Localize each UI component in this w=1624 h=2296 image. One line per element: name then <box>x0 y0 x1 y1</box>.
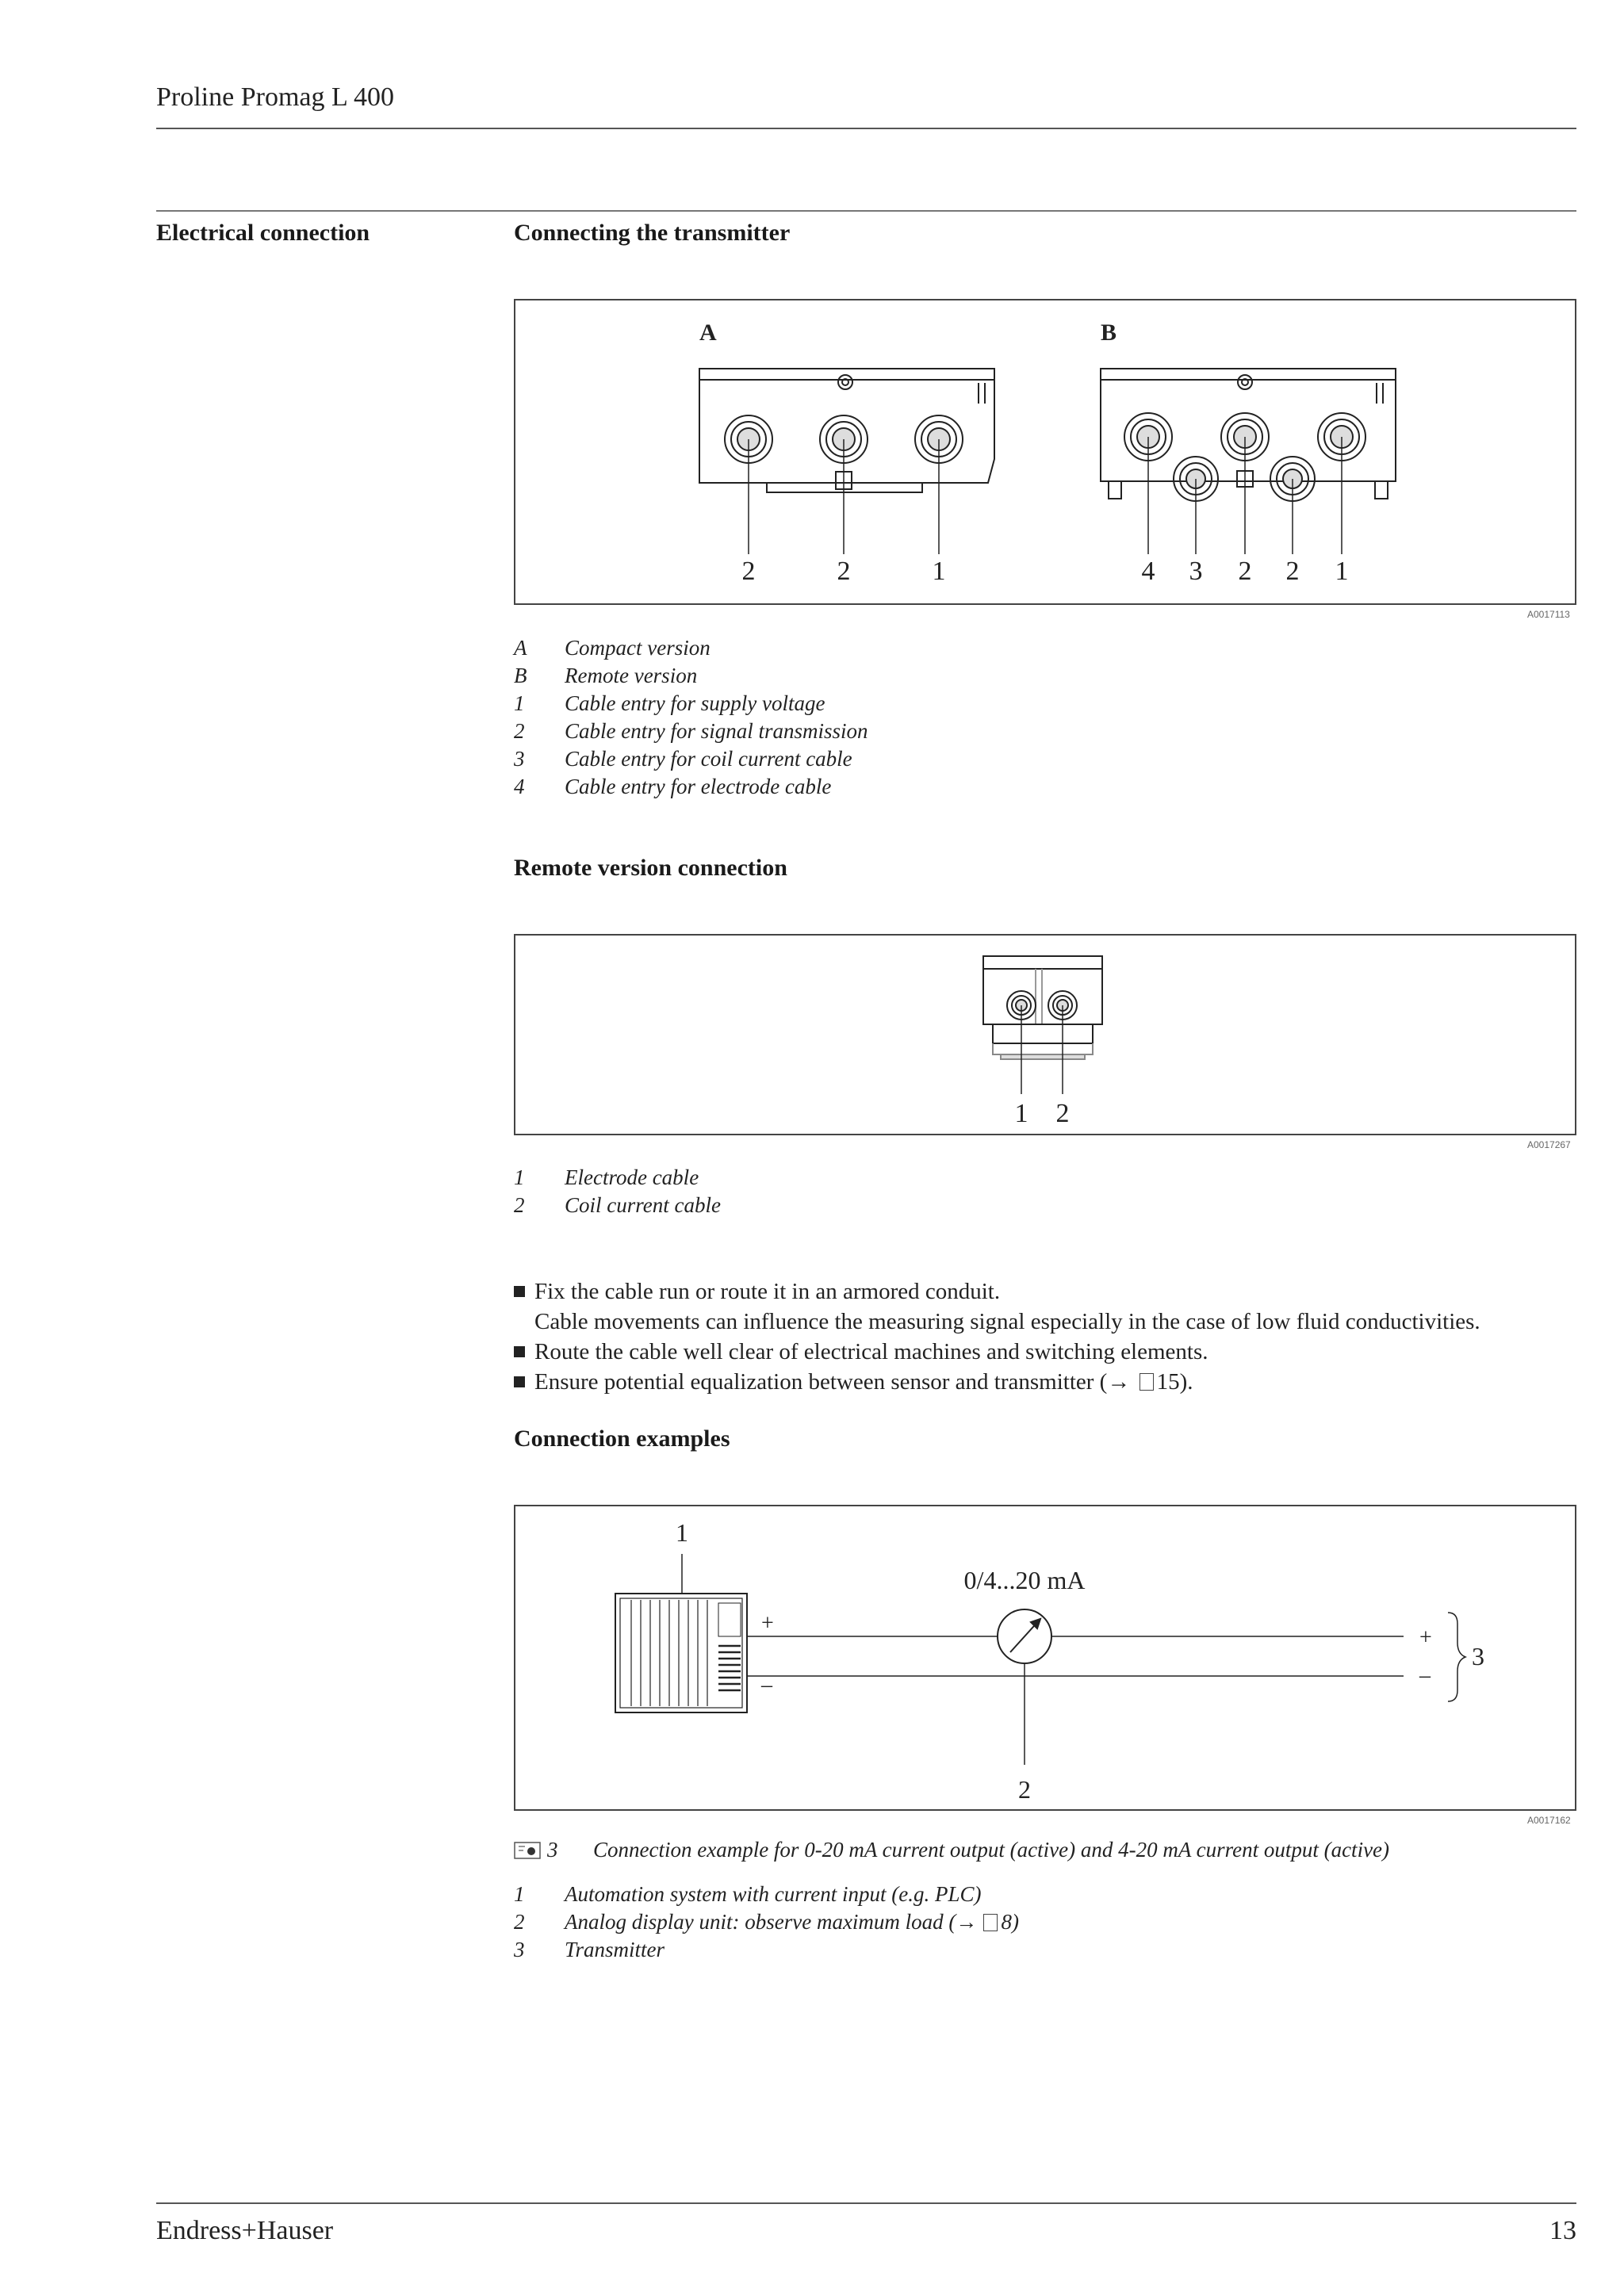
section-rule <box>156 210 1576 212</box>
section-heading-remote: Remote version connection <box>514 855 787 881</box>
legend-key: 4 <box>514 775 525 798</box>
legend-row <box>514 773 868 801</box>
bullet-item <box>514 1337 1480 1367</box>
arrow-icon: → <box>1107 1369 1131 1395</box>
legend-text: Cable entry for coil current cable <box>565 747 852 771</box>
legend-row <box>514 634 868 662</box>
housing-compact <box>699 369 994 554</box>
figure-code-2: A0017267 <box>1527 1139 1571 1150</box>
figure-transmitter-housings <box>514 299 1576 605</box>
side-heading: Electrical connection <box>156 220 370 246</box>
legend-section2 <box>514 1164 721 1219</box>
legend-text: Cable entry for supply voltage <box>565 691 825 715</box>
legend-text: Electrode cable <box>565 1165 699 1189</box>
bullet-text <box>534 1367 1193 1397</box>
figure-connection-example <box>514 1505 1576 1811</box>
legend-row <box>514 1908 1019 1936</box>
legend-key: 3 <box>514 747 525 771</box>
page-ref-number[interactable]: 15 <box>1156 1369 1180 1395</box>
callout-b-4: 2 <box>1285 557 1300 586</box>
callout-a-2: 2 <box>837 557 851 586</box>
bullet-text: Fix the cable run or route it in an armored conduit. <box>534 1279 1001 1304</box>
legend-key: 2 <box>514 719 525 743</box>
legend-row <box>514 1936 1019 1964</box>
bullet-text: Route the cable well clear of electrical machines and switching elements. <box>534 1339 1208 1364</box>
legend-key: 3 <box>514 1938 525 1961</box>
page-ref-number[interactable]: 8 <box>1001 1910 1012 1934</box>
legend-key: 1 <box>514 691 525 715</box>
housing-remote <box>1101 369 1396 554</box>
legend-text: Cable entry for electrode cable <box>565 775 832 798</box>
legend-key: B <box>514 664 527 687</box>
figure-number: 3 <box>547 1838 558 1862</box>
header-title: Proline Promag L 400 <box>156 82 394 112</box>
page-number: 13 <box>1549 2216 1576 2245</box>
legend-text-end: ) <box>1011 1910 1019 1934</box>
figure-caption <box>514 1838 1389 1862</box>
callout-coil: 2 <box>1055 1099 1070 1128</box>
callout-b-5: 1 <box>1335 557 1349 586</box>
bullet-square <box>514 1376 525 1387</box>
legend-key: 2 <box>514 1193 525 1217</box>
callout-electrode: 1 <box>1014 1099 1028 1128</box>
remote-connection-drawing <box>515 936 1575 1134</box>
current-range-label: 0/4...20 mA <box>963 1566 1086 1594</box>
legend-key: A <box>514 636 527 660</box>
footer-rule <box>156 2202 1576 2204</box>
bullet-continuation: Cable movements can influence the measuring signal especially in the case of low fluid conductivities. <box>534 1309 1480 1334</box>
legend-row <box>514 1881 1019 1908</box>
legend-row <box>514 690 868 718</box>
page-ref-icon <box>983 1914 998 1931</box>
callout-b-2: 3 <box>1189 557 1203 586</box>
connection-example-drawing <box>515 1506 1575 1809</box>
bullet-square <box>514 1286 525 1297</box>
bullet-item <box>514 1276 1480 1307</box>
callout-plc: 1 <box>676 1518 688 1547</box>
footer-company: Endress+Hauser <box>156 2216 334 2245</box>
callout-b-3: 2 <box>1238 557 1252 586</box>
legend-text: Compact version <box>565 636 710 660</box>
legend-section3 <box>514 1881 1019 1964</box>
legend-key: 2 <box>514 1910 525 1934</box>
callout-a-3: 1 <box>932 557 946 586</box>
legend-text: Remote version <box>565 664 698 687</box>
legend-row <box>514 718 868 745</box>
callout-b-1: 4 <box>1141 557 1155 586</box>
legend-key: 1 <box>514 1882 525 1906</box>
figure-caption-text: Connection example for 0-20 mA current output (active) and 4-20 mA current output (active) <box>593 1838 1390 1862</box>
figure-code-3: A0017162 <box>1527 1815 1571 1826</box>
legend-text: Automation system with current input (e.g. PLC) <box>565 1882 982 1906</box>
callout-transmitter: 3 <box>1472 1642 1484 1670</box>
bullet-item <box>514 1367 1480 1397</box>
figure-number-icon <box>514 1841 541 1860</box>
label-a: A <box>699 320 717 346</box>
figure-code-1: A0017113 <box>1527 609 1570 620</box>
plc-minus: – <box>761 1673 772 1697</box>
bullet-square <box>514 1346 525 1357</box>
section-heading-connecting: Connecting the transmitter <box>514 220 791 246</box>
transmitter-minus: – <box>1419 1663 1431 1688</box>
plc-plus: + <box>761 1611 774 1636</box>
label-b: B <box>1101 320 1117 346</box>
legend-text: Transmitter <box>565 1938 665 1961</box>
section-heading-examples: Connection examples <box>514 1425 730 1452</box>
transmitter-plus: + <box>1419 1625 1432 1650</box>
plc-unit <box>615 1554 747 1712</box>
legend-row <box>514 1192 721 1219</box>
page-ref-icon <box>1139 1373 1154 1391</box>
analog-display-unit <box>998 1609 1051 1765</box>
bullet-text-end: ). <box>1179 1369 1193 1395</box>
legend-key: 1 <box>514 1165 525 1189</box>
legend-text: Cable entry for signal transmission <box>565 719 868 743</box>
callout-a-1: 2 <box>741 557 756 586</box>
legend-row <box>514 1164 721 1192</box>
transmitter-housing-drawing <box>515 300 1575 603</box>
callout-display: 2 <box>1018 1775 1031 1804</box>
bullet-list <box>514 1276 1480 1397</box>
legend-section1 <box>514 634 868 801</box>
header-rule <box>156 128 1576 129</box>
legend-text: Analog display unit: observe maximum load (→ <box>565 1910 978 1934</box>
legend-row <box>514 662 868 690</box>
bullet-text-main: Ensure potential equalization between sensor and transmitter ( <box>534 1369 1108 1395</box>
legend-text: Coil current cable <box>565 1193 721 1217</box>
figure-remote-connection <box>514 934 1576 1135</box>
legend-row <box>514 745 868 773</box>
